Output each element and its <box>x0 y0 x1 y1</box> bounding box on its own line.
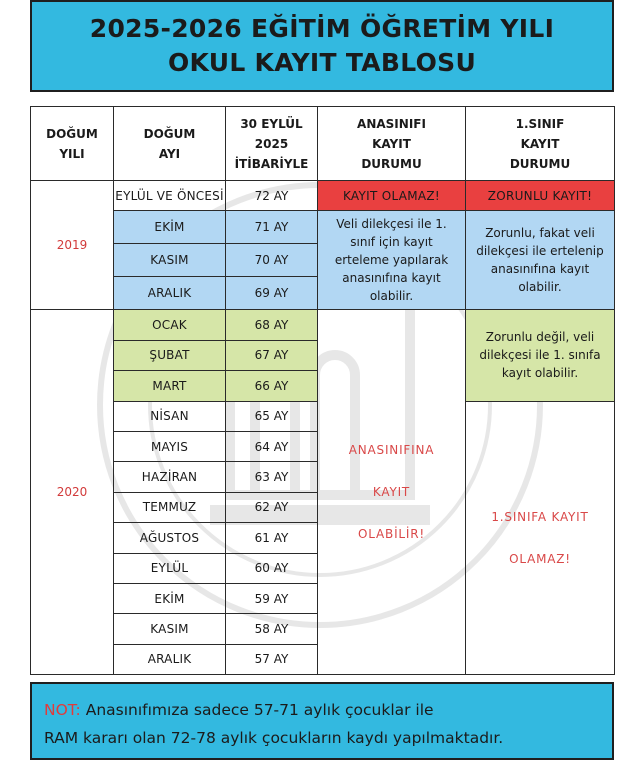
age-cell: 63 AY <box>226 462 318 492</box>
header-kindergarten <box>318 107 466 181</box>
year-2020-cell: 2020 <box>31 310 114 675</box>
header-birth-year-l1: DOĞUM <box>46 126 98 141</box>
g1-status-cell: ZORUNLU KAYIT! <box>466 181 615 211</box>
kg-status-cell: KAYIT OLAMAZ! <box>318 181 466 211</box>
header-age-l2: 2025 <box>254 136 289 151</box>
g1-not-allowed-cell <box>466 401 615 675</box>
year-2019-cell: 2019 <box>31 181 114 310</box>
age-cell: 68 AY <box>226 310 318 340</box>
month-cell: ARALIK <box>114 277 226 310</box>
age-cell: 58 AY <box>226 614 318 644</box>
note-text-1: Anasınıfımıza sadece 57-71 aylık çocuklar ile <box>85 701 434 719</box>
g1-optional-note: Zorunlu değil, veli dilekçesi ile 1. sınıfa kayıt olabilir. <box>466 310 615 401</box>
g1-not-allowed-l1: 1.SINIFA KAYIT <box>491 509 589 524</box>
age-cell: 72 AY <box>226 181 318 211</box>
g1-not-allowed-l2: OLAMAZ! <box>509 551 571 566</box>
month-cell: NİSAN <box>114 401 226 431</box>
header-row <box>31 107 615 181</box>
g1-deferral-note: Zorunlu, fakat veli dilekçesi ile ertelenip anasınıfına kayıt olabilir. <box>466 211 615 310</box>
age-cell: 66 AY <box>226 371 318 401</box>
note-line-2: RAM kararı olan 72-78 aylık çocukların kaydı yapılmaktadır. <box>44 729 504 747</box>
kg-allowed-cell <box>318 310 466 675</box>
title-banner <box>30 0 614 92</box>
month-cell: OCAK <box>114 310 226 340</box>
month-cell: MART <box>114 371 226 401</box>
note-box <box>30 682 614 760</box>
kg-deferral-note: Veli dilekçesi ile 1. sınıf için kayıt erteleme yapılarak anasınıfına kayıt olabilir. <box>318 211 466 310</box>
table-row <box>31 181 615 211</box>
header-g1-l2: KAYIT <box>520 136 560 151</box>
age-cell: 65 AY <box>226 401 318 431</box>
age-cell: 62 AY <box>226 492 318 522</box>
kg-allowed-l2: KAYIT <box>372 485 411 500</box>
table-row <box>31 310 615 340</box>
note-label: NOT: <box>44 701 81 719</box>
month-cell: MAYIS <box>114 431 226 461</box>
header-age <box>226 107 318 181</box>
header-grade1 <box>466 107 615 181</box>
month-cell: ARALIK <box>114 644 226 674</box>
kg-allowed-l1: ANASINIFINA <box>348 443 435 458</box>
age-cell: 59 AY <box>226 583 318 613</box>
age-cell: 61 AY <box>226 523 318 553</box>
header-birth-month <box>114 107 226 181</box>
header-age-l3: İTİBARİYLE <box>234 156 309 171</box>
header-g1-l3: DURUMU <box>509 156 571 171</box>
header-g1-l1: 1.SINIF <box>515 116 565 131</box>
age-cell: 69 AY <box>226 277 318 310</box>
month-cell: HAZİRAN <box>114 462 226 492</box>
month-cell: EYLÜL <box>114 553 226 583</box>
month-cell: TEMMUZ <box>114 492 226 522</box>
age-cell: 71 AY <box>226 211 318 244</box>
table-row <box>31 211 615 244</box>
header-kg-l2: KAYIT <box>372 136 411 151</box>
header-kg-l1: ANASINIFI <box>357 116 426 131</box>
age-cell: 64 AY <box>226 431 318 461</box>
month-cell: EKİM <box>114 211 226 244</box>
enrollment-table <box>30 106 615 675</box>
title-line-1: 2025-2026 EĞİTİM ÖĞRETİM YILI <box>89 14 555 43</box>
month-cell: EKİM <box>114 583 226 613</box>
month-cell: AĞUSTOS <box>114 523 226 553</box>
month-cell: KASIM <box>114 614 226 644</box>
age-cell: 60 AY <box>226 553 318 583</box>
month-cell: KASIM <box>114 244 226 277</box>
header-birth-month-l2: AYI <box>158 146 181 161</box>
note-line-1 <box>44 696 600 724</box>
month-cell: EYLÜL VE ÖNCESİ <box>114 181 226 211</box>
header-kg-l3: DURUMU <box>361 156 422 171</box>
age-cell: 70 AY <box>226 244 318 277</box>
age-cell: 67 AY <box>226 340 318 370</box>
header-birth-year <box>31 107 114 181</box>
header-birth-month-l1: DOĞUM <box>143 126 196 141</box>
title-line-2: OKUL KAYIT TABLOSU <box>167 48 477 77</box>
month-cell: ŞUBAT <box>114 340 226 370</box>
header-birth-year-l2: YILI <box>59 146 85 161</box>
kg-allowed-l3: OLABİLİR! <box>358 527 425 542</box>
age-cell: 57 AY <box>226 644 318 674</box>
header-age-l1: 30 EYLÜL <box>240 116 303 131</box>
